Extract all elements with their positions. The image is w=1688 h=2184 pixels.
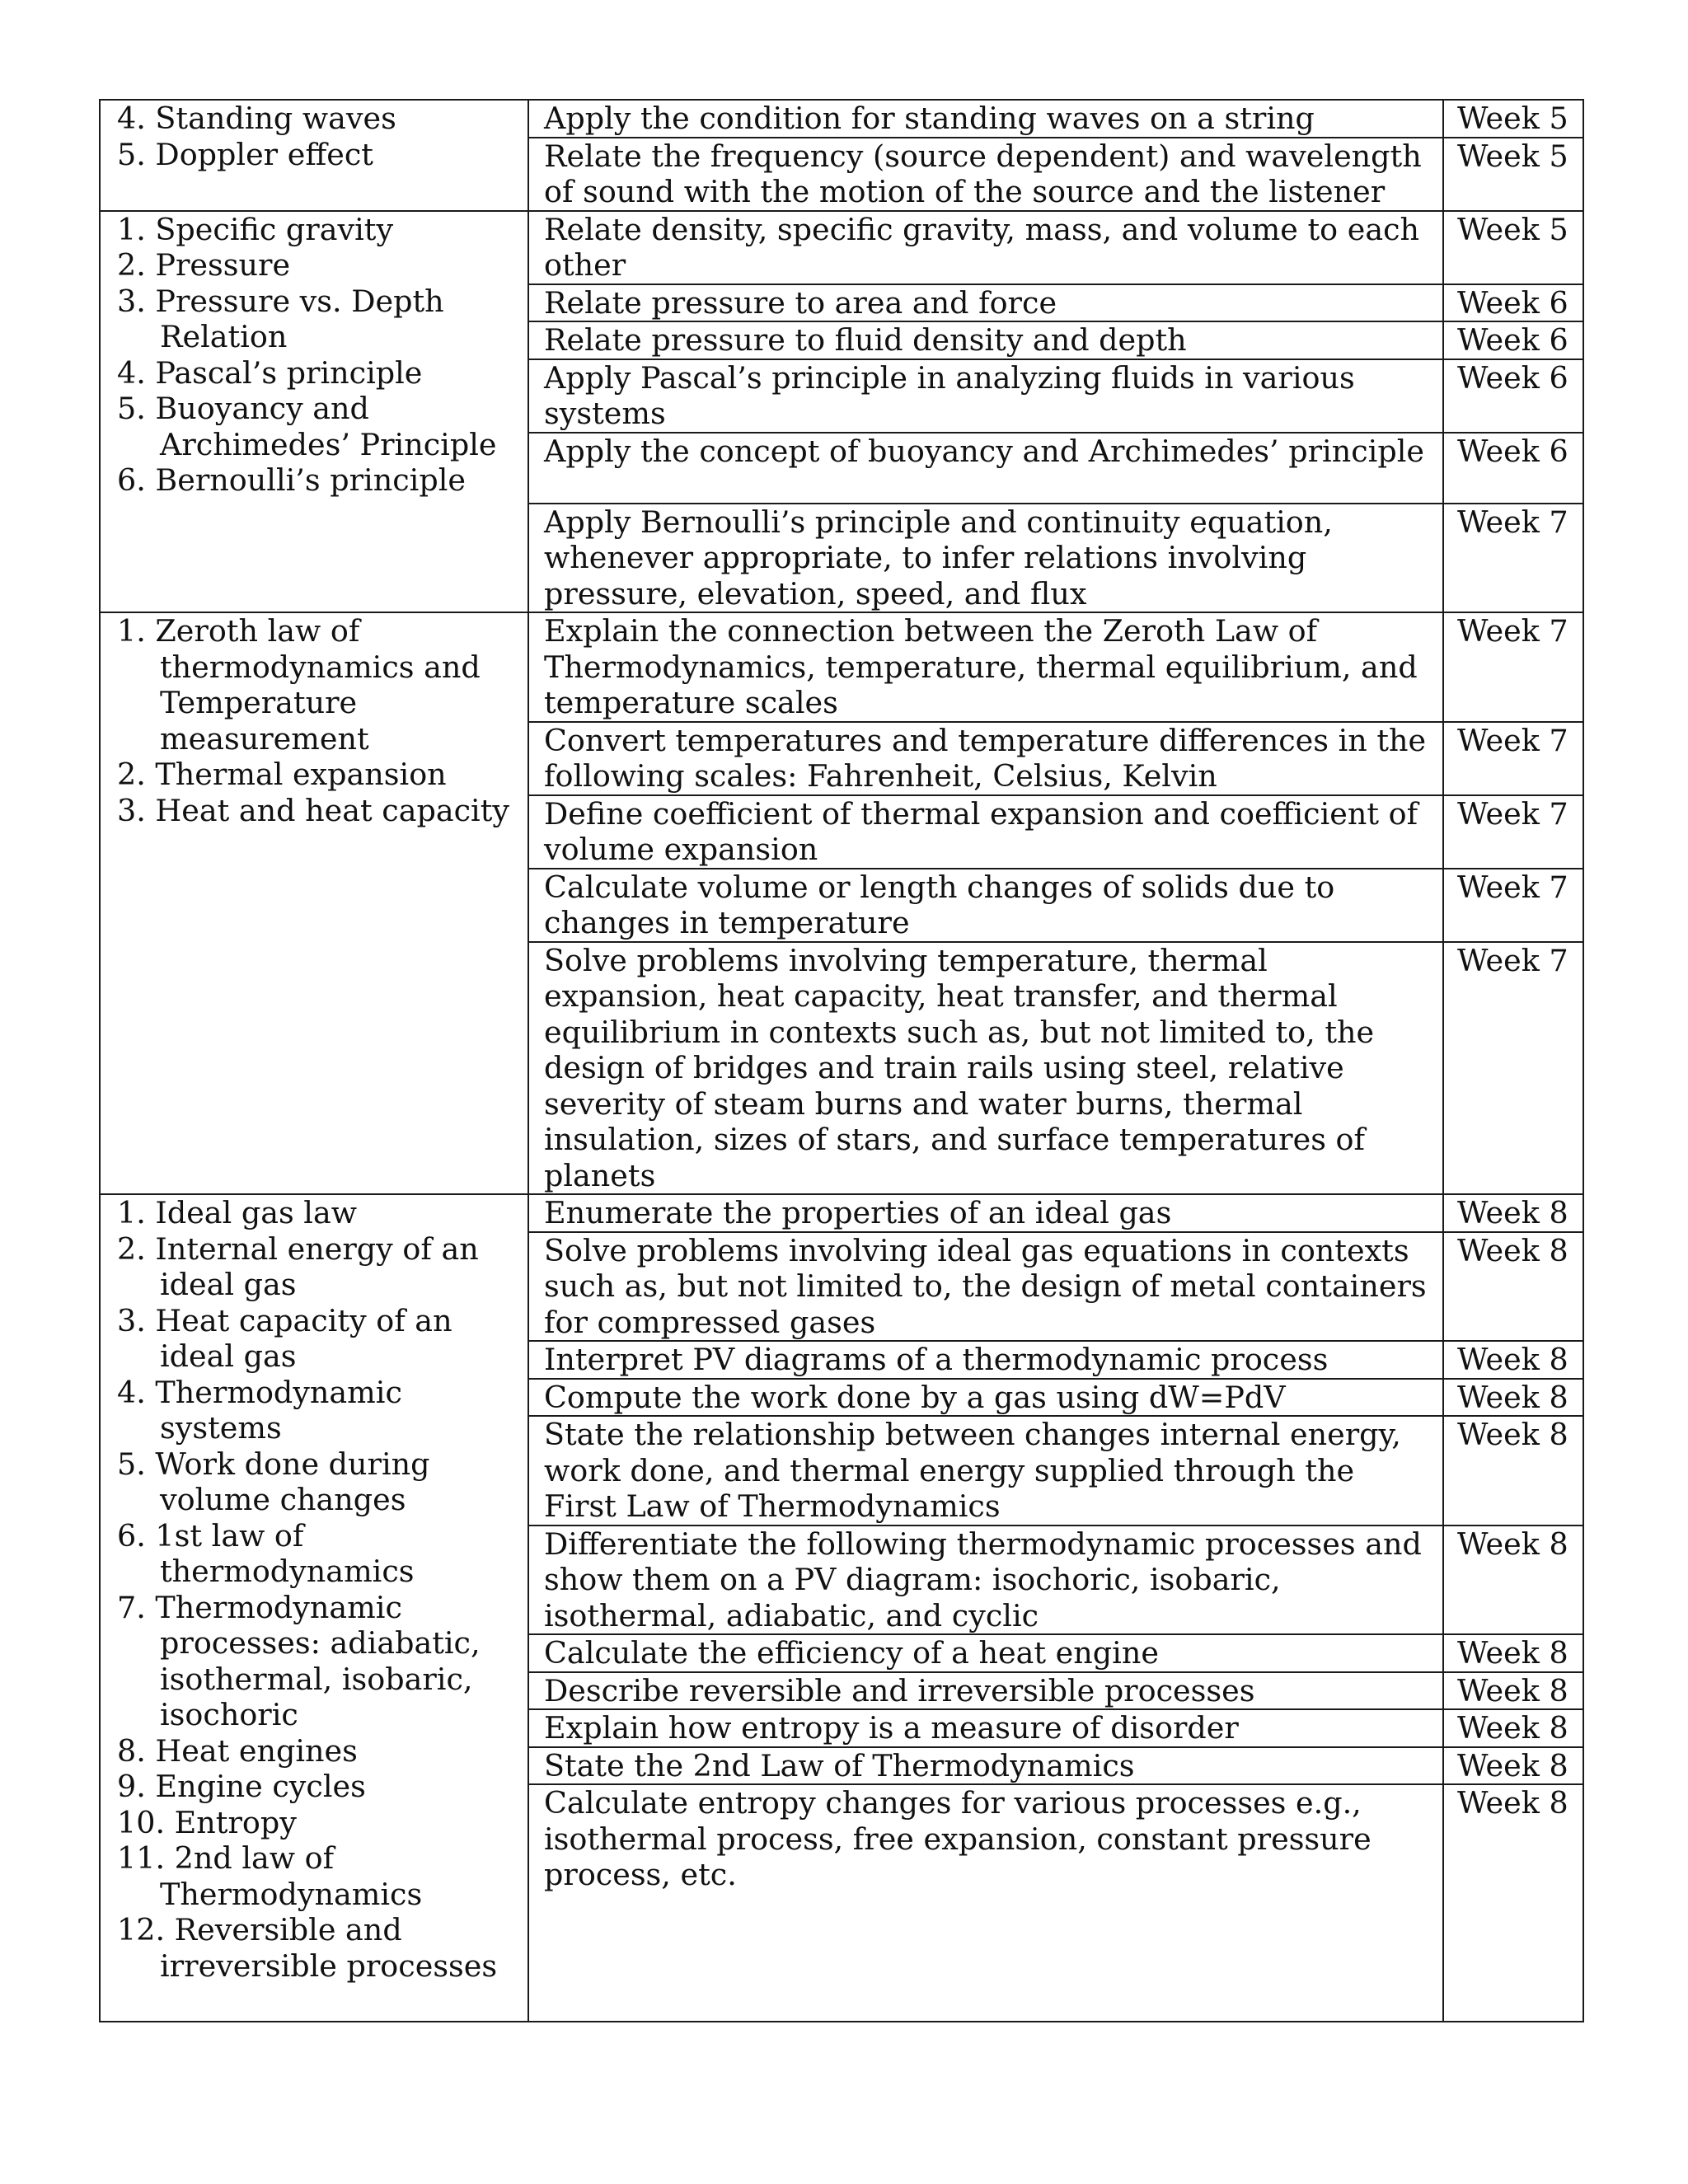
week-cell: Week 8 — [1443, 1634, 1583, 1672]
competency-cell: Apply the concept of buoyancy and Archimedes’ principle — [528, 433, 1443, 504]
curriculum-table — [99, 99, 1584, 2022]
week-cell: Week 6 — [1443, 433, 1583, 504]
topic-item: 12. Reversible and irreversible processes — [117, 1912, 498, 1984]
table-row — [100, 1194, 1583, 1232]
topic-item: 4. Pascal’s principle — [117, 354, 423, 391]
topic-item: 7. Thermodynamic processes: adiabatic, isothermal, isobaric, isochoric — [117, 1589, 481, 1732]
topic-item: 4. Standing waves — [117, 101, 396, 136]
competency-cell: Apply the condition for standing waves on a string — [528, 100, 1443, 138]
competency-cell: Explain how entropy is a measure of disorder — [528, 1709, 1443, 1747]
week-cell: Week 5 — [1443, 100, 1583, 138]
topic-cell — [100, 211, 528, 613]
week-cell: Week 8 — [1443, 1526, 1583, 1635]
week-cell: Week 7 — [1443, 942, 1583, 1195]
topic-list — [117, 101, 519, 172]
topic-item: 2. Pressure — [117, 247, 291, 283]
week-cell: Week 6 — [1443, 359, 1583, 433]
topic-item: 2. Thermal expansion — [117, 757, 447, 792]
topic-item: 1. Specific gravity — [117, 211, 394, 247]
competency-cell: Solve problems involving ideal gas equations in contexts such as, but not limited to, the design of metal containers for compressed gases — [528, 1232, 1443, 1342]
topic-item: 3. Heat and heat capacity — [117, 792, 509, 828]
week-cell: Week 8 — [1443, 1747, 1583, 1785]
topic-item: 2. Internal energy of an ideal gas — [117, 1230, 479, 1302]
competency-cell: Solve problems involving temperature, thermal expansion, heat capacity, heat transfer, and thermal equilibrium in contexts such as, but not limited to, the design of bridges and train rails using steel, relative severity of steam burns and water burns, thermal insulation, sizes of stars, and surface temperatures of planets — [528, 942, 1443, 1195]
topic-item: 8. Heat engines — [117, 1732, 358, 1769]
topic-item: 9. Engine cycles — [117, 1769, 366, 1804]
competency-cell: State the relationship between changes internal energy, work done, and thermal energy supplied through the First Law of Thermodynamics — [528, 1416, 1443, 1526]
competency-cell: Calculate the efficiency of a heat engine — [528, 1634, 1443, 1672]
competency-cell: Describe reversible and irreversible processes — [528, 1672, 1443, 1710]
week-cell: Week 7 — [1443, 612, 1583, 722]
competency-cell: Convert temperatures and temperature differences in the following scales: Fahrenheit, Celsius, Kelvin — [528, 722, 1443, 795]
week-cell: Week 5 — [1443, 138, 1583, 211]
table-row — [100, 100, 1583, 138]
topic-list — [117, 212, 519, 499]
week-cell: Week 8 — [1443, 1194, 1583, 1232]
week-cell: Week 8 — [1443, 1784, 1583, 2022]
week-cell: Week 6 — [1443, 321, 1583, 359]
week-cell: Week 8 — [1443, 1341, 1583, 1379]
week-cell: Week 7 — [1443, 722, 1583, 795]
competency-cell: Define coefficient of thermal expansion and coefficient of volume expansion — [528, 795, 1443, 869]
competency-cell: Compute the work done by a gas using dW=PdV — [528, 1379, 1443, 1417]
week-cell: Week 7 — [1443, 795, 1583, 869]
topic-item: 1. Ideal gas law — [117, 1195, 357, 1230]
table-row — [100, 211, 1583, 284]
topic-cell — [100, 1194, 528, 2022]
week-cell: Week 7 — [1443, 504, 1583, 613]
week-cell: Week 8 — [1443, 1416, 1583, 1526]
competency-cell: Apply Pascal’s principle in analyzing fluids in various systems — [528, 359, 1443, 433]
topic-item: 6. Bernoulli’s principle — [117, 462, 466, 498]
curriculum-table-body — [100, 100, 1583, 2022]
topic-item: 4. Thermodynamic systems — [117, 1374, 402, 1446]
competency-cell: Apply Bernoulli’s principle and continuity equation, whenever appropriate, to infer relations involving pressure, elevation, speed, and flux — [528, 504, 1443, 613]
competency-cell: Calculate entropy changes for various processes e.g., isothermal process, free expansion, constant pressure process, etc. — [528, 1784, 1443, 2022]
week-cell: Week 5 — [1443, 211, 1583, 284]
competency-cell: Relate density, specific gravity, mass, and volume to each other — [528, 211, 1443, 284]
topic-item: 3. Heat capacity of an ideal gas — [117, 1302, 452, 1374]
competency-cell: Differentiate the following thermodynamic processes and show them on a PV diagram: isochoric, isobaric, isothermal, adiabatic, and cyclic — [528, 1526, 1443, 1635]
competency-cell: Interpret PV diagrams of a thermodynamic process — [528, 1341, 1443, 1379]
topic-item: 10. Entropy — [117, 1804, 297, 1840]
competency-cell: Relate pressure to area and force — [528, 284, 1443, 322]
topic-cell — [100, 612, 528, 1194]
competency-cell: Enumerate the properties of an ideal gas — [528, 1194, 1443, 1232]
week-cell: Week 6 — [1443, 284, 1583, 322]
topic-item: 5. Doppler effect — [117, 136, 373, 172]
topic-item: 11. 2nd law of Thermodynamics — [117, 1840, 423, 1912]
topic-item: 1. Zeroth law of thermodynamics and Temperature measurement — [117, 613, 481, 757]
week-cell: Week 8 — [1443, 1672, 1583, 1710]
competency-cell: State the 2nd Law of Thermodynamics — [528, 1747, 1443, 1785]
topic-item: 3. Pressure vs. Depth Relation — [117, 283, 444, 354]
topic-item: 5. Work done during volume changes — [117, 1446, 430, 1517]
competency-cell: Relate pressure to fluid density and depth — [528, 321, 1443, 359]
topic-cell — [100, 100, 528, 211]
table-row — [100, 612, 1583, 722]
week-cell: Week 7 — [1443, 869, 1583, 942]
competency-cell: Explain the connection between the Zeroth Law of Thermodynamics, temperature, thermal equilibrium, and temperature scales — [528, 612, 1443, 722]
week-cell: Week 8 — [1443, 1232, 1583, 1342]
topic-list — [117, 1195, 519, 1984]
topic-item: 6. 1st law of thermodynamics — [117, 1517, 415, 1589]
topic-list — [117, 613, 519, 828]
week-cell: Week 8 — [1443, 1379, 1583, 1417]
week-cell: Week 8 — [1443, 1709, 1583, 1747]
topic-item: 5. Buoyancy and Archimedes’ Principle — [117, 391, 497, 462]
competency-cell: Relate the frequency (source dependent) and wavelength of sound with the motion of the source and the listener — [528, 138, 1443, 211]
competency-cell: Calculate volume or length changes of solids due to changes in temperature — [528, 869, 1443, 942]
